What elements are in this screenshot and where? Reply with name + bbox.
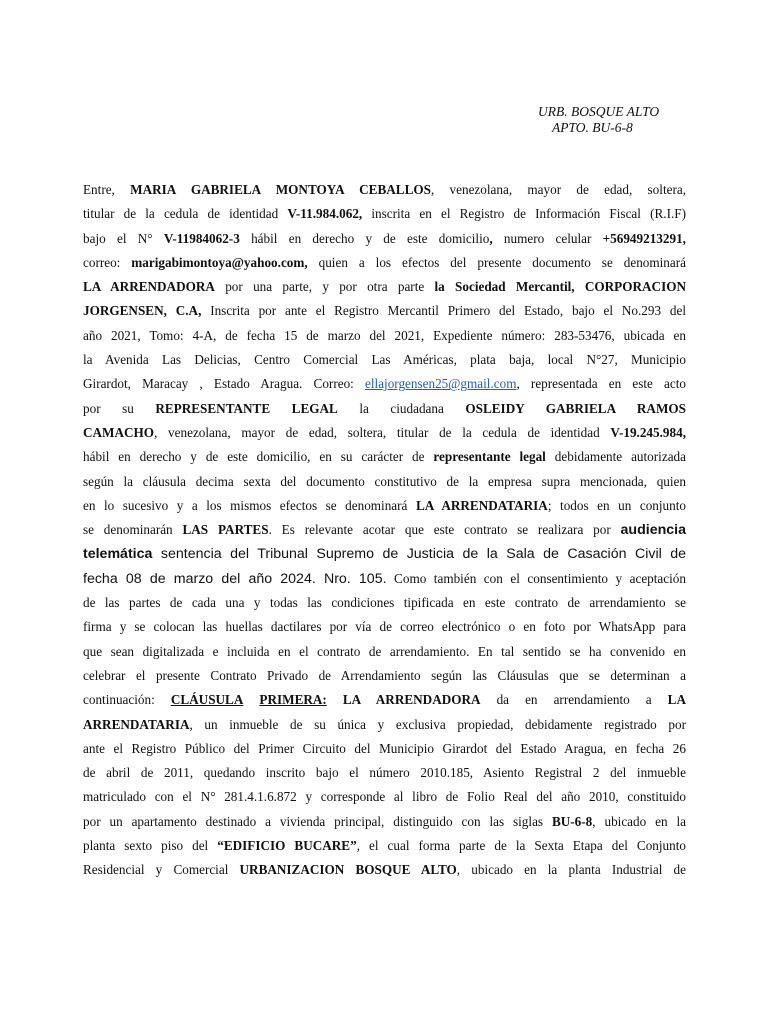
contract-body xyxy=(83,178,686,883)
text-line: la Avenida Las Delicias, Centro Comercial Las Américas, plata baja, local N°27, Municipio xyxy=(83,352,686,368)
text-line: por su REPRESENTANTE LEGAL la ciudadana OSLEIDY GABRIELA RAMOS xyxy=(83,400,686,416)
text-line: fecha 08 de marzo del año 2024. Nro. 105. Como también con el consentimiento y aceptación xyxy=(83,570,686,587)
text-line: Residencial y Comercial URBANIZACION BOSQUE ALTO, ubicado en la planta Industrial de xyxy=(83,862,686,878)
text-line: Girardot, Maracay , Estado Aragua. Correo: ellajorgensen25@gmail.com, representada en este acto xyxy=(83,376,686,392)
text-line: planta sexto piso del “EDIFICIO BUCARE”, el cual forma parte de la Sexta Etapa del Conjunto xyxy=(83,838,686,854)
text-line: continuación: CLÁUSULA PRIMERA: LA ARRENDADORA da en arrendamiento a LA xyxy=(83,692,686,708)
text-line: CAMACHO, venezolana, mayor de edad, soltera, titular de la cedula de identidad V-19.245.984, xyxy=(83,424,686,440)
text-line: hábil en derecho y de este domicilio, en su carácter de representante legal debidamente autorizada xyxy=(83,449,686,465)
text-line: correo: marigabimontoya@yahoo.com, quien a los efectos del presente documento se denominará xyxy=(83,254,686,270)
text-line: LA ARRENDADORA por una parte, y por otra parte la Sociedad Mercantil, CORPORACION xyxy=(83,279,686,295)
email-link[interactable]: ellajorgensen25@gmail.com xyxy=(365,376,517,392)
text-line: por un apartamento destinado a vivienda principal, distinguido con las siglas BU-6-8, ubicado en la xyxy=(83,813,686,829)
text-line: según la cláusula decima sexta del documento constitutivo de la empresa supra mencionada, quien xyxy=(83,473,686,489)
address-line-2: APTO. BU-6-8 xyxy=(552,120,633,135)
address-header xyxy=(538,104,659,136)
text-line: ante el Registro Público del Primer Circuito del Municipio Girardot del Estado Aragua, en fecha 26 xyxy=(83,740,686,756)
text-line: de las partes de cada una y todas las condiciones tipificada en este contrato de arrendamiento se xyxy=(83,595,686,611)
text-line: en lo sucesivo y a los mismos efectos se denominará LA ARRENDATARIA; todos en un conjunto xyxy=(83,497,686,513)
text-line: matriculado con el N° 281.4.1.6.872 y corresponde al libro de Folio Real del año 2010, constituido xyxy=(83,789,686,805)
text-line: Entre, MARIA GABRIELA MONTOYA CEBALLOS, venezolana, mayor de edad, soltera, xyxy=(83,182,686,197)
text-line: titular de la cedula de identidad V-11.984.062, inscrita en el Registro de Información Fiscal (R.I.F) xyxy=(83,206,686,222)
text-line: celebrar el presente Contrato Privado de Arrendamiento según las Cláusulas que se determinan a xyxy=(83,667,686,683)
text-line: que sean digitalizada e incluida en el contrato de arrendamiento. En tal sentido se ha convenido en xyxy=(83,643,686,659)
text-line: bajo el N° V-11984062-3 hábil en derecho y de este domicilio, numero celular +56949213291, xyxy=(83,230,686,246)
text-line: firma y se colocan las huellas dactilares por vía de correo electrónico o en foto por WhatsApp para xyxy=(83,619,686,635)
text-line: JORGENSEN, C.A, Inscrita por ante el Registro Mercantil Primero del Estado, bajo el No.293 del xyxy=(83,303,686,319)
address-line-1: URB. BOSQUE ALTO xyxy=(538,104,660,119)
text-line: ARRENDATARIA, un inmueble de su única y exclusiva propiedad, debidamente registrado por xyxy=(83,716,686,732)
text-line: año 2021, Tomo: 4-A, de fecha 15 de marzo del 2021, Expediente número: 283-53476, ubicada en xyxy=(83,327,686,343)
text-line: telemática sentencia del Tribunal Supremo de Justicia de la Sala de Casación Civil de xyxy=(83,546,686,563)
text-line: de abril de 2011, quedando inscrito bajo el número 2010.185, Asiento Registral 2 del inmueble xyxy=(83,765,686,781)
text-line: se denominarán LAS PARTES. Es relevante acotar que este contrato se realizara por audiencia xyxy=(83,522,686,539)
